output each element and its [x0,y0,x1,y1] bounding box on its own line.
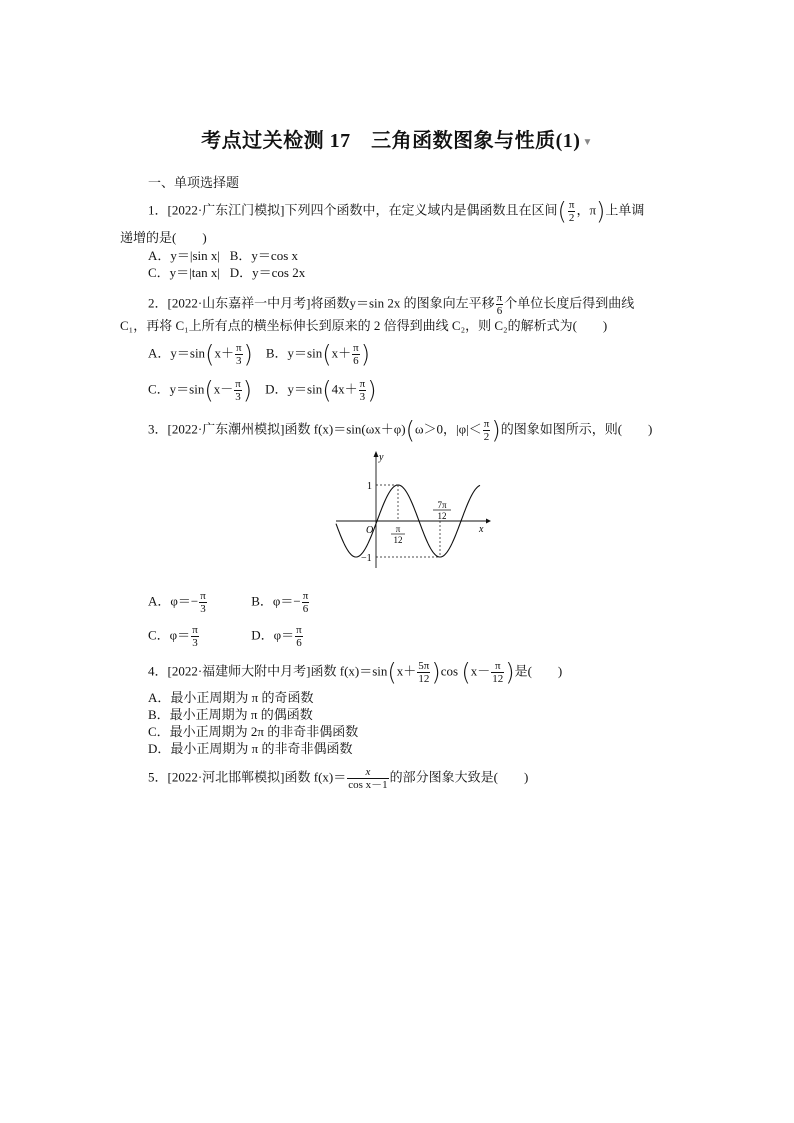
q4-option-d[interactable]: D．最小正周期为 π 的非奇非偶函数 [148,741,353,756]
fig-tick-pi12-den: 12 [393,535,403,545]
q1-stem-line1: 1．[2022·广东江门模拟]下列四个函数中，在定义域内是偶函数且在区间( $\frac{\pi}{2}$ ，π)上单调 [148,197,645,226]
q3-option-c[interactable]: C．φ＝ $\frac{\pi}{3}$ [148,624,198,649]
q2-options-row1 [148,342,370,367]
fig-y-label: y [379,452,384,463]
q1-option-c[interactable]: C．y＝|tan x| [148,265,221,280]
q1-option-d[interactable]: D．y＝cos 2x [229,265,306,280]
q2-option-d[interactable]: D．y＝sin(4x＋ $\frac{\pi}{3}$ ) [265,376,377,405]
section-heading: 一、单项选择题 [148,175,240,190]
q3-options-row1 [148,590,310,615]
q4-option-c[interactable]: C．最小正周期为 2π 的非奇非偶函数 [148,724,359,739]
y-axis-arrow-icon [374,451,379,457]
q2-option-b[interactable]: B．y＝sin(x＋ $\frac{\pi}{6}$ ) [265,340,371,369]
fig-tick-neg-one: −1 [361,553,372,564]
q4-stem: 4．[2022·福建师大附中月考]函数 f(x)＝sin(x＋ $\frac{5\pi}{12}$ )cos (x－ $\frac{\pi}{12}$ )是( ) [148,658,563,687]
q4-option-b[interactable]: B．最小正周期为 π 的偶函数 [148,707,313,722]
page-title: 考点过关检测 17 三角函数图象与性质(1) ▼ [201,130,593,152]
q3-options-row2 [148,624,304,649]
q1-option-a[interactable]: A．y＝|sin x| [148,248,221,263]
q2-option-a[interactable]: A．y＝sin(x＋ $\frac{\pi}{3}$ ) [148,340,253,369]
sine-graph-figure [330,448,492,572]
q3-stem: 3．[2022·广东潮州模拟]函数 f(x)＝sin(ωx＋φ)(ω＞0，|φ|＜ $\frac{\pi}{2}$ )的图象如图所示，则( ) [148,416,653,445]
q5-stem: 5．[2022·河北邯郸模拟]函数 f(x)＝ $\frac{x}{\text{cos x－1}}$ 的部分图象大致是( ) [148,766,529,791]
q1-option-b[interactable]: B．y＝cos x [229,248,299,263]
q2-stem-line1: 2．[2022·山东嘉祥一中月考]将函数y＝sin 2x 的图象向左平移 $\frac{\pi}{6}$ 个单位长度后得到曲线 [148,292,635,317]
q1-options-row2 [148,265,305,281]
fig-tick-pi12-num: π [395,524,401,534]
q2-options-row2 [148,378,377,403]
q3-option-b[interactable]: B．φ＝− $\frac{\pi}{6}$ [251,590,309,615]
fig-tick-7pi12-num: 7π [437,500,447,510]
dropdown-caret-icon[interactable]: ▼ [582,136,593,148]
q2-stem-line2: C₁，再将 C₁上所有点的横坐标伸长到原来的 2 倍得到曲线 C₂，则 C₂的解析式为( ) [120,318,608,333]
q3-option-d[interactable]: D．φ＝ $\frac{\pi}{6}$ [251,624,302,649]
fig-tick-one: 1 [367,481,372,492]
q1-stem-line2: 递增的是( ) [120,230,207,245]
q1-options-row1 [148,248,298,264]
fig-origin-label: O [366,525,374,536]
q2-option-c[interactable]: C．y＝sin(x－ $\frac{\pi}{3}$ ) [148,376,253,405]
q4-option-a[interactable]: A．最小正周期为 π 的奇函数 [148,690,314,705]
q3-option-a[interactable]: A．φ＝− $\frac{\pi}{3}$ [148,590,206,615]
fig-tick-7pi12-den: 12 [437,511,447,521]
x-axis-arrow-icon [486,519,491,524]
fig-x-label: x [479,524,484,535]
